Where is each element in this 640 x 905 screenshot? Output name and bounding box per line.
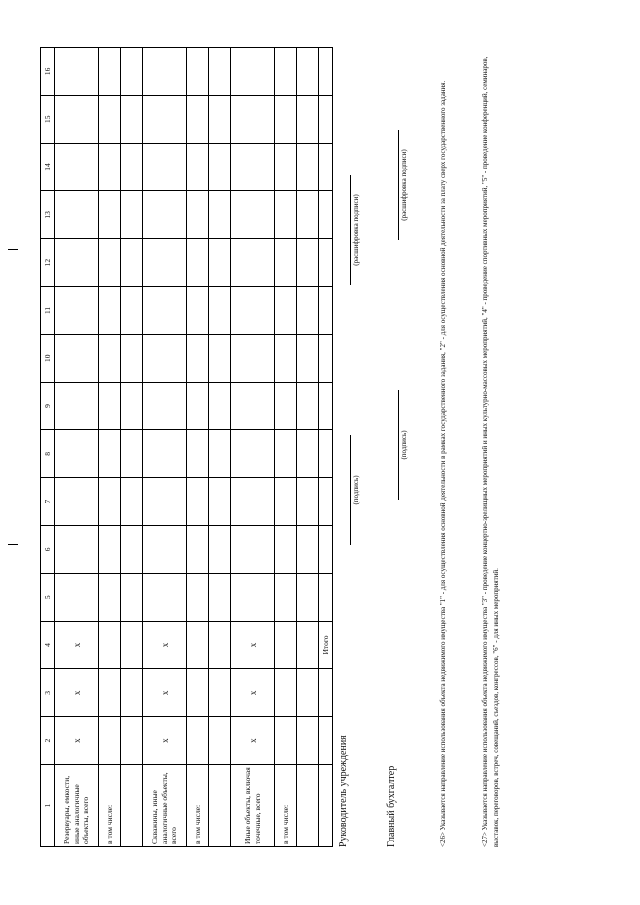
row-label (121, 765, 143, 847)
table-cell (319, 669, 333, 717)
table-cell (55, 48, 99, 96)
table-cell (143, 478, 187, 526)
row-label: в том числе: (275, 765, 297, 847)
table-cell (209, 478, 231, 526)
column-number: 5 (41, 573, 55, 621)
mark-cell (275, 621, 297, 669)
table-cell (143, 430, 187, 478)
table-cell (209, 48, 231, 96)
table-cell (319, 95, 333, 143)
table-cell (121, 239, 143, 287)
head-decode-hint: (расшифровка подписи) (352, 194, 360, 266)
mark-cell (121, 621, 143, 669)
column-number: 12 (41, 239, 55, 287)
total-row (319, 48, 333, 847)
table-cell (231, 239, 275, 287)
table-cell (143, 191, 187, 239)
table-row (297, 48, 319, 847)
table-cell (55, 478, 99, 526)
row-label (297, 765, 319, 847)
table-cell (121, 334, 143, 382)
table-cell (231, 526, 275, 574)
table-cell (275, 239, 297, 287)
table-row (209, 48, 231, 847)
accountant-decode-hint: (расшифровка подписи) (400, 149, 408, 221)
table-cell (187, 573, 209, 621)
column-number: 10 (41, 334, 55, 382)
column-number: 15 (41, 95, 55, 143)
table-cell (143, 573, 187, 621)
table-row (55, 48, 99, 847)
column-number: 11 (41, 287, 55, 335)
table-cell (99, 95, 121, 143)
table-cell (187, 48, 209, 96)
table-cell (275, 191, 297, 239)
row-label (209, 765, 231, 847)
mark-cell (187, 621, 209, 669)
table-cell (187, 287, 209, 335)
table-cell (297, 334, 319, 382)
table-cell (319, 191, 333, 239)
table-cell (99, 526, 121, 574)
head-decode-line (350, 175, 351, 285)
table-cell (231, 48, 275, 96)
table-cell (319, 287, 333, 335)
table-cell (297, 287, 319, 335)
mark-cell (209, 621, 231, 669)
mark-cell (99, 717, 121, 765)
table-cell (187, 95, 209, 143)
table-cell (319, 765, 333, 847)
accountant-signature-hint: (подпись) (400, 430, 408, 460)
table-row (121, 48, 143, 847)
table-cell (121, 48, 143, 96)
mark-cell (275, 669, 297, 717)
table-cell (319, 334, 333, 382)
table-cell (143, 143, 187, 191)
table-cell (143, 526, 187, 574)
table-cell (297, 573, 319, 621)
row-label: Скважины, иные аналогичные объекты, всего (143, 765, 187, 847)
table-cell (319, 430, 333, 478)
column-number: 3 (41, 669, 55, 717)
mark-cell: x (55, 717, 99, 765)
table-cell (143, 287, 187, 335)
table-cell (319, 717, 333, 765)
column-number: 2 (41, 717, 55, 765)
table-cell (121, 573, 143, 621)
table-row (275, 48, 297, 847)
table-cell (99, 430, 121, 478)
table-cell (187, 382, 209, 430)
mark-cell (297, 717, 319, 765)
table-cell (55, 239, 99, 287)
table-cell (99, 334, 121, 382)
table-cell (121, 430, 143, 478)
table-cell (209, 143, 231, 191)
table-cell (231, 95, 275, 143)
table-cell (143, 48, 187, 96)
table-cell (55, 382, 99, 430)
column-number: 14 (41, 143, 55, 191)
table-row (231, 48, 275, 847)
table-cell (99, 143, 121, 191)
table-cell (275, 478, 297, 526)
table-cell (319, 573, 333, 621)
table-cell (231, 430, 275, 478)
table-cell (121, 478, 143, 526)
table-cell (99, 573, 121, 621)
table-cell (209, 526, 231, 574)
table-cell (209, 382, 231, 430)
table-cell (99, 382, 121, 430)
table-cell (55, 573, 99, 621)
mark-cell: x (231, 669, 275, 717)
table-cell (187, 478, 209, 526)
table-cell (319, 478, 333, 526)
table-cell (99, 48, 121, 96)
table-cell (121, 191, 143, 239)
property-table (40, 47, 333, 847)
table-cell (231, 573, 275, 621)
mark-cell (99, 621, 121, 669)
total-label: Итого (319, 621, 333, 669)
table-cell (121, 526, 143, 574)
table-cell (55, 143, 99, 191)
table-cell (55, 334, 99, 382)
table-cell (275, 430, 297, 478)
head-signature-hint: (подпись) (352, 475, 360, 505)
table-cell (209, 430, 231, 478)
mark-cell: x (143, 621, 187, 669)
head-signature-line (350, 435, 351, 545)
table-cell (55, 95, 99, 143)
table-cell (99, 239, 121, 287)
table-cell (297, 478, 319, 526)
table-cell (121, 143, 143, 191)
mark-cell (187, 669, 209, 717)
column-number-row (41, 48, 55, 847)
table-cell (275, 573, 297, 621)
mark-cell (187, 717, 209, 765)
table-row (187, 48, 209, 847)
table-cell (143, 95, 187, 143)
table-cell (297, 48, 319, 96)
footnote-27: <27> Указывается направление использования объекта недвижимого имущества "3" - проведение концертно-зрелищных мероприятий и иных культурно-массовых мероприятий, "4" - проведение спортивных мероприятий, "5" - проведение конференций, семинаров, выставок, переговоров, встреч, совещаний, съездов, конгрессов, "6" - для иных мероприятий. (481, 56, 500, 847)
table-cell (297, 95, 319, 143)
table-cell (55, 287, 99, 335)
table-cell (231, 478, 275, 526)
table-cell (231, 191, 275, 239)
column-number: 1 (41, 765, 55, 847)
table-cell (275, 382, 297, 430)
mark-cell: x (55, 669, 99, 717)
top-tick-mark (8, 249, 18, 250)
table-cell (275, 48, 297, 96)
table-cell (275, 287, 297, 335)
table-cell (231, 287, 275, 335)
chief-accountant-label: Главный бухгалтер (386, 765, 397, 847)
table-cell (143, 239, 187, 287)
table-cell (231, 143, 275, 191)
table-cell (297, 526, 319, 574)
table-cell (275, 526, 297, 574)
mark-cell (99, 669, 121, 717)
table-cell (209, 573, 231, 621)
row-label: Резервуары, емкости, иные аналогичные объекты, всего (55, 765, 99, 847)
column-number: 7 (41, 478, 55, 526)
column-number: 16 (41, 48, 55, 96)
column-number: 6 (41, 526, 55, 574)
table-cell (297, 191, 319, 239)
table-cell (143, 334, 187, 382)
column-number: 9 (41, 382, 55, 430)
table-cell (209, 191, 231, 239)
table-cell (275, 334, 297, 382)
table-cell (297, 430, 319, 478)
mark-cell (297, 669, 319, 717)
table-cell (297, 239, 319, 287)
table-cell (297, 382, 319, 430)
table-cell (143, 382, 187, 430)
table-cell (319, 382, 333, 430)
table-cell (99, 478, 121, 526)
mark-cell: x (143, 717, 187, 765)
mark-cell (275, 717, 297, 765)
table-cell (55, 526, 99, 574)
table-cell (121, 382, 143, 430)
table-cell (319, 239, 333, 287)
table-cell (209, 239, 231, 287)
table-cell (55, 191, 99, 239)
accountant-decode-line (398, 130, 399, 240)
table-cell (209, 287, 231, 335)
top-tick-mark (8, 544, 18, 545)
mark-cell (209, 717, 231, 765)
mark-cell (297, 621, 319, 669)
mark-cell (121, 717, 143, 765)
table-cell (187, 143, 209, 191)
table-row (143, 48, 187, 847)
table-cell (121, 287, 143, 335)
table-cell (209, 334, 231, 382)
column-number: 8 (41, 430, 55, 478)
table-cell (187, 191, 209, 239)
mark-cell: x (143, 669, 187, 717)
table-cell (121, 95, 143, 143)
table-cell (319, 526, 333, 574)
accountant-signature-line (398, 390, 399, 500)
table-row (99, 48, 121, 847)
row-label: Иные объекты, включая точечные, всего (231, 765, 275, 847)
mark-cell (121, 669, 143, 717)
table-cell (187, 334, 209, 382)
table-cell (275, 143, 297, 191)
table-cell (187, 239, 209, 287)
table-cell (209, 95, 231, 143)
table-cell (275, 95, 297, 143)
mark-cell (209, 669, 231, 717)
row-label: в том числе: (187, 765, 209, 847)
mark-cell: x (231, 717, 275, 765)
table-cell (187, 430, 209, 478)
mark-cell: x (55, 621, 99, 669)
table-cell (187, 526, 209, 574)
column-number: 13 (41, 191, 55, 239)
mark-cell: x (231, 621, 275, 669)
table-cell (99, 191, 121, 239)
table-cell (319, 143, 333, 191)
head-of-institution-label: Руководитель учреждения (338, 735, 349, 847)
column-number: 4 (41, 621, 55, 669)
table-cell (231, 334, 275, 382)
table-cell (55, 430, 99, 478)
footnote-26: <26> Указывается направление использования объекта недвижимого имущества "1" - для осуществления основной деятельности в рамках государственного задания, "2" - для осуществления основной деятельности за плату сверх государственного задания. (439, 80, 447, 847)
table-cell (319, 48, 333, 96)
table-cell (231, 382, 275, 430)
table-cell (99, 287, 121, 335)
table-cell (297, 143, 319, 191)
row-label: в том числе: (99, 765, 121, 847)
